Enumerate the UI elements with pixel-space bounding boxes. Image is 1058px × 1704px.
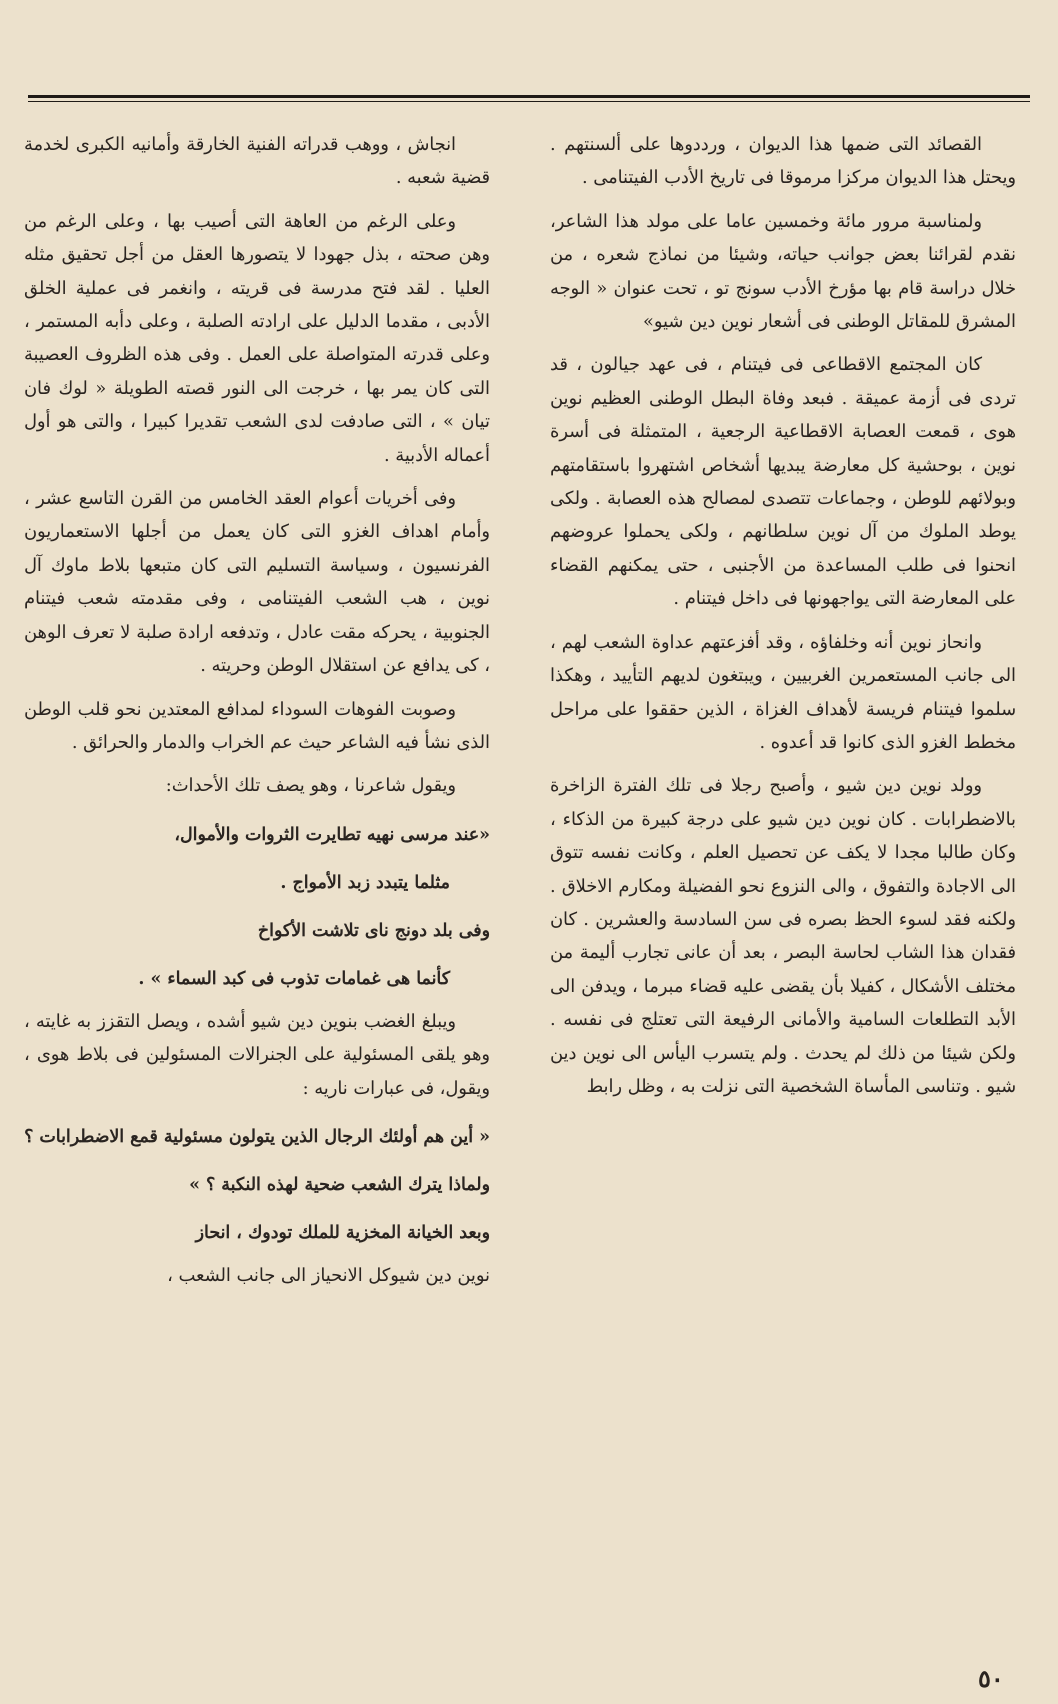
left-column xyxy=(24,128,490,1658)
paragraph: كان المجتمع الاقطاعى فى فيتنام ، فى عهد جيالون ، قد تردى فى أزمة عميقة . فبعد وفاة البطل الوطنى العظيم نوين هوى ، قمعت العصابة الاقطاعية الرجعية ، المتمثلة فى أسرة نوين ، بوحشية كل معارضة يبديها أشخاص اشتهروا باستقامتهم وبولائهم للوطن ، وجماعات تتصدى لمصالح هذه العصابة . ولكى يوطد الملوك من آل نوين سلطانهم ، ولكى يحملوا عروضهم انحنوا فى طلب المساعدة من الأجنبى ، حتى يمكنهم القضاء على المعارضة التى يواجهونها فى داخل فيتنام . xyxy=(550,354,1016,610)
paragraph: ويبلغ الغضب بنوين دين شيو أشده ، ويصل التقزز به غايته ، وهو يلقى المسئولية على الجنرالات المسئولين فى بلاط هوى ، ويقول، فى عبارات ناريه : xyxy=(24,1010,490,1099)
paragraph: نوين دين شيوكل الانحياز الى جانب الشعب ، xyxy=(167,1264,490,1286)
paragraph: ولمناسبة مرور مائة وخمسين عاما على مولد هذا الشاعر، نقدم لقرائنا بعض جوانب حياته، وشيئا من نماذج شعره ، من خلال دراسة قام بها مؤرخ الأدب سونج تو ، تحت عنوان « الوجه المشرق للمقاتل الوطنى فى أشعار نوين دين شيو» xyxy=(550,210,1016,333)
paragraph: القصائد التى ضمها هذا الديوان ، ورددوها على ألسنتهم . ويحتل هذا الديوان مركزا مرموقا فى تاريخ الأدب الفيتنامى . xyxy=(550,134,1016,189)
verse-line: ولماذا يترك الشعب ضحية لهذه النكبة ؟ » xyxy=(189,1174,490,1195)
header-rule-thin xyxy=(28,101,1030,102)
verse-line: وفى بلد دونج ناى تلاشت الأكواخ xyxy=(257,920,490,941)
verse-line: «عند مرسى نهيه تطايرت الثروات والأموال، xyxy=(174,824,490,845)
paragraph: وفى أخريات أعوام العقد الخامس من القرن التاسع عشر ، وأمام اهداف الغزو التى كان يعمل من أجلها الاستعماريون الفرنسيون ، وسياسة التسليم التى كان متبعها بلاط ماوك آل نوين ، هب الشعب الفيتنامى ، وفى مقدمته شعب فيتنام الجنوبية ، يحركه مقت عادل ، وتدفعه ارادة صلبة لا تعرف الوهن ، كى يدافع عن استقلال الوطن وحريته . xyxy=(24,488,490,677)
paragraph: ويقول شاعرنا ، وهو يصف تلك الأحداث: xyxy=(165,775,456,797)
verse-line: كأنما هى غمامات تذوب فى كبد السماء » . xyxy=(138,968,450,989)
paragraph: وانحاز نوين أنه وخلفاؤه ، وقد أفزعتهم عداوة الشعب لهم ، الى جانب المستعمرين الغربيين ، ويبتغون لديهم التأييد ، وهكذا سلموا فيتنام فريسة لأهداف الغزاة ، الذين حققوا على مراحل مخطط الغزو الذى كانوا قد أعدوه . xyxy=(550,631,1016,753)
header-rule-thick xyxy=(28,95,1030,98)
paragraph: انجاش ، ووهب قدراته الفنية الخارقة وأمانيه الكبرى لخدمة قضية شعبه . xyxy=(24,134,490,189)
bold-sentence: وبعد الخيانة المخزية للملك تودوك ، انحاز xyxy=(195,1222,490,1243)
paragraph: وصوبت الفوهات السوداء لمدافع المعتدين نحو قلب الوطن الذى نشأ فيه الشاعر حيث عم الخراب والدمار والحرائق . xyxy=(24,698,490,753)
page-number: ٥٠ xyxy=(978,1664,1004,1693)
verse-line: « أين هم أولئك الرجال الذين يتولون مسئولية قمع الاضطرابات ؟ xyxy=(24,1126,490,1147)
right-column xyxy=(550,128,1016,1658)
verse-line: مثلما يتبدد زبد الأمواج . xyxy=(280,872,450,893)
paragraph: وولد نوين دين شيو ، وأصبح رجلا فى تلك الفترة الزاخرة بالاضطرابات . كان نوين دين شيو على درجة كبيرة من الذكاء ، وكان طالبا مجدا لا يكف عن تحصيل العلم ، وكانت نفسه تتوق الى الاجادة والتفوق ، والى النزوع نحو الفضيلة ومكارم الاخلاق . ولكنه فقد لسوء الحظ بصره فى سن السادسة والعشرين . كان فقدان هذا الشاب لحاسة البصر ، بعد أن عانى تجارب أليمة من مختلف الأشكال ، كفيلا بأن يقضى عليه قضاء مبرما ، ويدفن الى الأبد التطلعات السامية والأمانى الرفيعة التى تعتلج فى نفسه . ولكن شيئا من ذلك لم يحدث . ولم يتسرب اليأس الى نوين دين شيو . وتناسى المأساة الشخصية التى نزلت به ، وظل رابط xyxy=(550,775,1016,1097)
paragraph: وعلى الرغم من العاهة التى أصيب بها ، وعلى الرغم من وهن صحته ، بذل جهودا لا يتصورها العقل من أجل تحقيق مثله العليا . لقد فتح مدرسة فى قريته ، وانغمر فى عملية الخلق الأدبى ، مقدما الدليل على ارادته الصلبة ، وعلى دأبه المستمر ، وعلى قدرته المتواصلة على العمل . وفى هذه الظروف العصيبة التى كان يمر بها ، خرجت الى النور قصته الطويلة « لوك فان تيان » ، التى صادفت لدى الشعب تقديرا كبيرا ، والتى هو أول أعماله الأدبية . xyxy=(24,210,490,466)
